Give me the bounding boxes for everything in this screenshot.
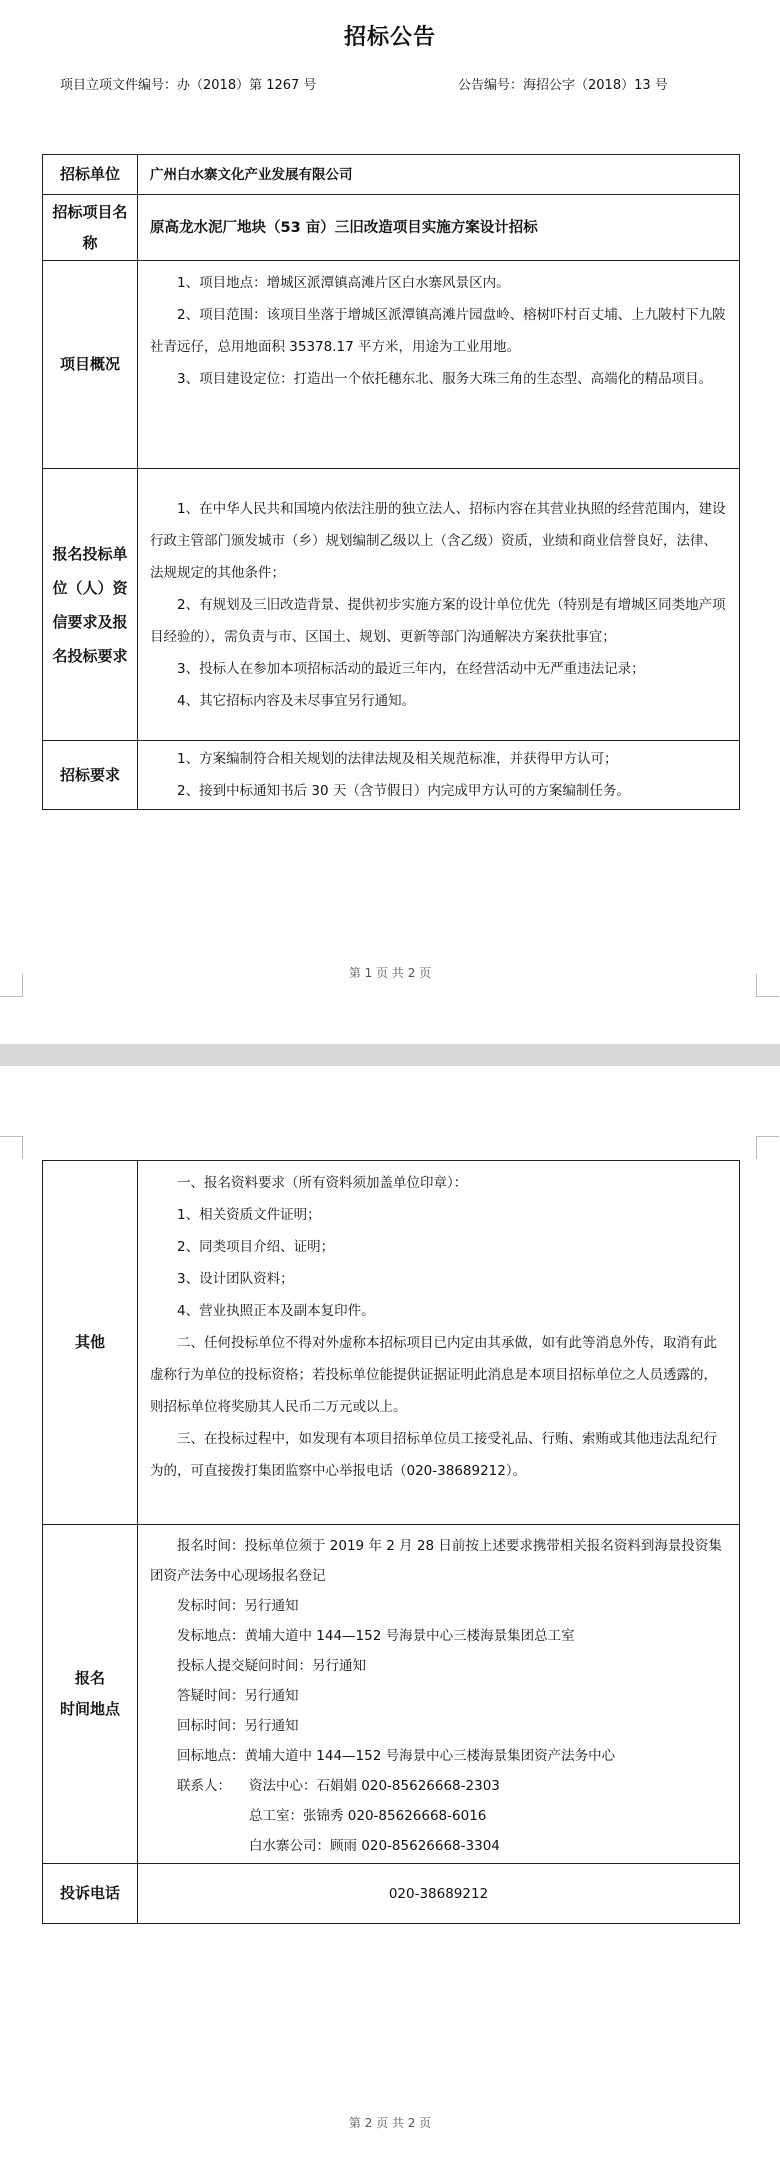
complaint-phone: 020-38689212 xyxy=(138,1864,740,1924)
table-row xyxy=(43,195,740,261)
complaint-label: 投诉电话 xyxy=(43,1864,138,1924)
bidder-value: 广州白水寨文化产业发展有限公司 xyxy=(138,155,740,195)
schedule-label xyxy=(43,1525,138,1864)
project-name-value: 原高龙水泥厂地块（53 亩）三旧改造项目实施方案设计招标 xyxy=(138,195,740,261)
other-item: 1、相关资质文件证明； xyxy=(177,1207,321,1223)
other-item: 2、同类项目介绍、证明； xyxy=(177,1239,335,1255)
table-row xyxy=(43,261,740,469)
schedule-item: 投标人提交疑问时间：另行通知 xyxy=(177,1658,366,1674)
contacts-label: 联系人： xyxy=(177,1778,231,1794)
schedule-item: 回标地点：黄埔大道中 144—152 号海景中心三楼海景集团资产法务中心 xyxy=(177,1748,616,1764)
contacts-block xyxy=(150,1771,727,1861)
other-item: 4、营业执照正本及副本复印件。 xyxy=(177,1303,375,1319)
qualification-label: 报名投标单位（人）资信要求及报名投标要求 xyxy=(43,469,138,741)
schedule-item: 发标地点：黄埔大道中 144—152 号海景中心三楼海景集团总工室 xyxy=(177,1628,575,1644)
other-item: 三、在投标过程中，如发现有本项目招标单位员工接受礼品、行贿、索贿或其他违法乱纪行为的，可直接拨打集团监察中心举报电话（020-38689212）。 xyxy=(150,1431,717,1479)
project-name-label: 招标项目名称 xyxy=(43,195,138,261)
qualification-item: 4、其它招标内容及未尽事宜另行通知。 xyxy=(177,692,416,709)
other-label: 其他 xyxy=(43,1161,138,1525)
qualification-item: 3、投标人在参加本项招标活动的最近三年内，在经营活动中无严重违法记录； xyxy=(177,660,645,677)
schedule-item: 报名时间：投标单位须于 2019 年 2 月 28 日前按上述要求携带相关报名资料到海景投资集团资产法务中心现场报名登记 xyxy=(150,1538,722,1584)
page-footer: 第 1 页 共 2 页 xyxy=(348,966,432,980)
page-corner-mark xyxy=(0,1136,23,1159)
table-row xyxy=(43,155,740,195)
schedule-item: 答疑时间：另行通知 xyxy=(177,1688,299,1704)
table-row xyxy=(43,1525,740,1864)
other-item: 一、报名资料要求（所有资料须加盖单位印章）： xyxy=(177,1175,468,1191)
page-corner-mark xyxy=(0,974,23,997)
overview-label: 项目概况 xyxy=(43,261,138,469)
document-page-2 xyxy=(0,1066,780,2157)
page-corner-mark xyxy=(756,1136,779,1159)
table-row xyxy=(43,469,740,741)
tender-details-table xyxy=(42,1160,740,1924)
qualification-content xyxy=(138,469,740,741)
bidder-label: 招标单位 xyxy=(43,155,138,195)
overview-item: 1、项目地点：增城区派潭镇高滩片区白水寨风景区内。 xyxy=(177,275,510,291)
qualification-item: 2、有规划及三旧改造背景、提供初步实施方案的设计单位优先（特别是有增城区同类地产项目经验的），需负责与市、区国土、规划、更新等部门沟通解决方案获批事宜； xyxy=(150,596,726,645)
document-title: 招标公告 xyxy=(343,25,436,50)
contact-item: 白水寨公司：顾雨 020-85626668-3304 xyxy=(249,1838,500,1854)
page-separator xyxy=(0,1044,780,1066)
schedule-item: 回标时间：另行通知 xyxy=(177,1718,299,1734)
requirement-item: 1、方案编制符合相关规划的法律法规及相关规范标准，并获得甲方认可； xyxy=(177,751,618,767)
contacts-list xyxy=(249,1771,500,1861)
schedule-label-line2: 时间地点 xyxy=(59,1700,120,1718)
other-item: 二、任何投标单位不得对外虚称本招标项目已内定由其承做，如有此等消息外传，取消有此虚称行为单位的投标资格；若投标单位能提供证据证明此消息是本项目招标单位之人员透露的，则招标单位将奖励其人民币二万元或以上。 xyxy=(150,1335,717,1415)
document-page-1 xyxy=(0,0,780,1044)
requirements-content xyxy=(138,741,740,810)
overview-item: 3、项目建设定位：打造出一个依托穗东北、服务大珠三角的生态型、高端化的精品项目。 xyxy=(177,371,713,387)
table-row xyxy=(43,741,740,810)
schedule-item: 发标时间：另行通知 xyxy=(177,1598,299,1614)
tender-info-table xyxy=(42,154,740,810)
table-row xyxy=(43,1161,740,1525)
notice-number: 公告编号：海招公字（2018）13 号 xyxy=(458,78,668,93)
overview-content xyxy=(138,261,740,469)
table-row xyxy=(43,1864,740,1924)
overview-item: 2、项目范围：该项目坐落于增城区派潭镇高滩片园盘岭、榕树吓村百丈埔、上九陂村下九陂社青远仔，总用地面积 35378.17 平方米，用途为工业用地。 xyxy=(150,307,726,355)
contact-item: 总工室：张锦秀 020-85626668-6016 xyxy=(249,1808,487,1824)
schedule-label-line1: 报名 xyxy=(74,1669,105,1687)
project-file-number: 项目立项文件编号：办（2018）第 1267 号 xyxy=(60,78,317,93)
other-item: 3、设计团队资料； xyxy=(177,1271,294,1287)
qualification-item: 1、在中华人民共和国境内依法注册的独立法人、招标内容在其营业执照的经营范围内，建设行政主管部门颁发城市（乡）规划编制乙级以上（含乙级）资质，业绩和商业信誉良好，法律、法规规定的其他条件； xyxy=(150,500,726,581)
requirements-label: 招标要求 xyxy=(43,741,138,810)
other-content xyxy=(138,1161,740,1525)
page-footer: 第 2 页 共 2 页 xyxy=(348,2116,432,2130)
requirement-item: 2、接到中标通知书后 30 天（含节假日）内完成甲方认可的方案编制任务。 xyxy=(177,783,630,799)
page-corner-mark xyxy=(756,974,779,997)
schedule-content xyxy=(138,1525,740,1864)
contact-item: 资法中心：石娟娟 020-85626668-2303 xyxy=(249,1778,500,1794)
